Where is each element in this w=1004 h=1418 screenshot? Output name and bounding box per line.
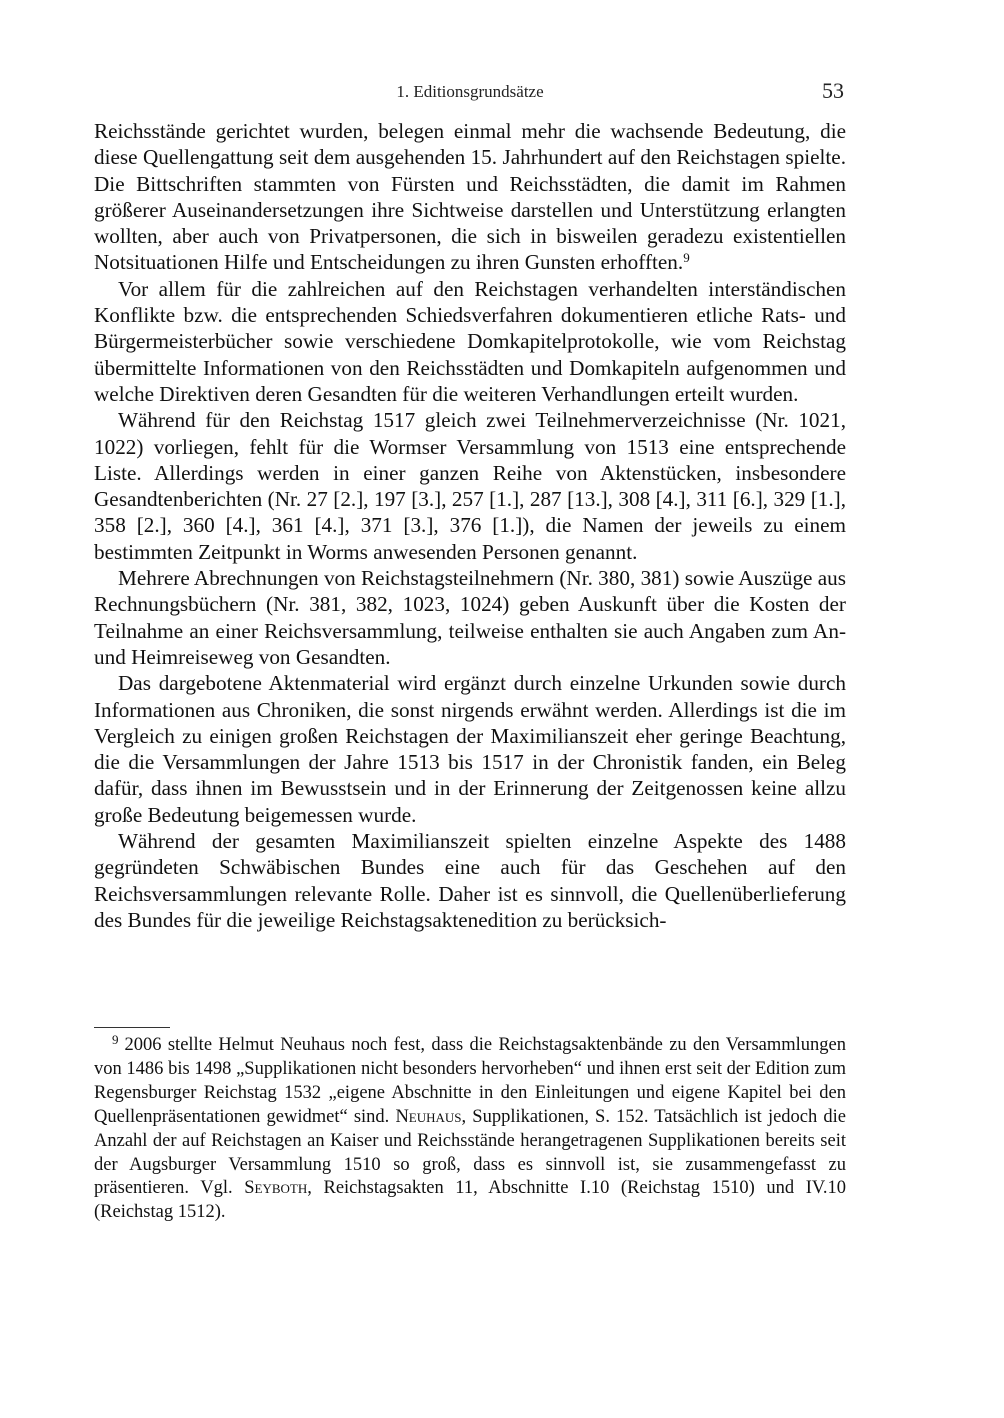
running-head: 1. Editionsgrundsätze <box>396 82 544 101</box>
paragraph: Das dargebotene Aktenmaterial wird ergänzt durch einzelne Urkunden sowie durch Informationen aus Chroniken, die sonst nirgends erwähnt werden. Allerdings ist die im Vergleich zu einigen großen Reichstagen der Maximilianszeit eher geringe Beachtung, die die Versammlungen der Jahre 1513 bis 1517 in der Chronistik fanden, ein Beleg dafür, dass ihnen im Bewusstsein und in der Erinnerung der Zeitgenossen keine allzu große Bedeutung beigemessen wurde. <box>94 671 846 827</box>
footnote-text: , Reichstagsakten 11, Abschnitte I.10 (Reichstag 1510) und IV.10 (Reichstag 1512). <box>94 1178 846 1223</box>
paragraph-text: Reichsstände gerichtet wurden, belegen einmal mehr die wachsende Bedeutung, die diese Quellengattung seit dem ausgehenden 15. Jahrhundert auf den Reichstagen spielte. Die Bittschriften stammten von Fürsten und Reichsstädten, die damit im Rahmen größerer Auseinandersetzungen ihre Sichtweise darstellen und Unterstützung erlangten wollten, aber auch von Privatpersonen, die sich in bisweilen geradezu existentiellen Notsituationen Hilfe und Entscheidungen zu ihren Gunsten erhofften. <box>94 119 846 275</box>
author-name: Seyboth <box>244 1178 308 1199</box>
paragraph: Während für den Reichstag 1517 gleich zwei Teilnehmerverzeichnisse (Nr. 1021, 1022) vorliegen, fehlt für die Wormser Versammlung von 1513 eine entsprechende Liste. Allerdings werden in einer ganzen Reihe von Aktenstücken, insbesondere Gesandtenberichten (Nr. 27 [2.], 197 [3.], 257 [1.], 287 [13.], 308 [4.], 311 [6.], 329 [1.], 358 [2.], 360 [4.], 361 [4.], 371 [3.], 376 [1.]), die Namen der jeweils zu einem bestimmten Zeitpunkt in Worms anwesenden Personen genannt. <box>94 408 846 564</box>
footnote-number: 9 <box>112 1032 119 1047</box>
footnote <box>94 1034 846 1225</box>
page-header <box>94 78 846 110</box>
footnote-text: 2006 stellte Helmut Neuhaus noch fest, dass die Reichstagsaktenbände zu den Versammlungen von 1486 bis 1498 „Supplikationen nicht besonders hervorheben“ und ihnen erst seit der Edition zum Regensburger Reichstag 1532 „eigene Abschnitte in den Einleitungen und eigene Kapitel bei den Quellenpräsentationen gewidmet“ sind. <box>94 1035 846 1127</box>
author-name: Neuhaus <box>395 1106 462 1127</box>
paragraph: Während der gesamten Maximilianszeit spielten einzelne Aspekte des 1488 gegründeten Schwäbischen Bundes eine auch für das Geschehen auf den Reichsversammlungen relevante Rolle. Daher ist es sinnvoll, die Quellenüberlieferung des Bundes für die jeweilige Reichstagsaktenedition zu berücksich- <box>94 829 846 932</box>
footnote-divider <box>94 1027 170 1028</box>
main-text <box>94 118 846 933</box>
paragraph <box>94 118 846 276</box>
footnote-text: , Supplikationen, S. 152. Tatsächlich ist jedoch die Anzahl der auf Reichstagen an Kaiser und Reichsstände herangetragenen Supplikationen bereits seit der Augsburger Versammlung 1510 so groß, dass es sinnvoll ist, sie zusammengefasst zu präsentieren. Vgl. <box>94 1106 846 1199</box>
paragraph: Mehrere Abrechnungen von Reichstagsteilnehmern (Nr. 380, 381) sowie Auszüge aus Rechnungsbüchern (Nr. 381, 382, 1023, 1024) geben Auskunft über die Kosten der Teilnahme an einer Reichsversammlung, teilweise enthalten sie auch Angaben zum An- und Heimreiseweg von Gesandten. <box>94 566 846 669</box>
footnote-reference: 9 <box>683 250 690 266</box>
page-number: 53 <box>822 78 844 103</box>
footnotes <box>94 1034 846 1225</box>
paragraph: Vor allem für die zahlreichen auf den Reichstagen verhandelten interständischen Konflikte bzw. die entsprechenden Schiedsverfahren dokumentieren etliche Rats- und Bürgermeisterbücher sowie verschiedene Domkapitelprotokolle, wie vom Reichstag übermittelte Informationen von den Reichsstädten und Domkapiteln aufgenommen und welche Direktiven deren Gesandten für die weiteren Verhandlungen erteilt wurden. <box>94 276 846 406</box>
